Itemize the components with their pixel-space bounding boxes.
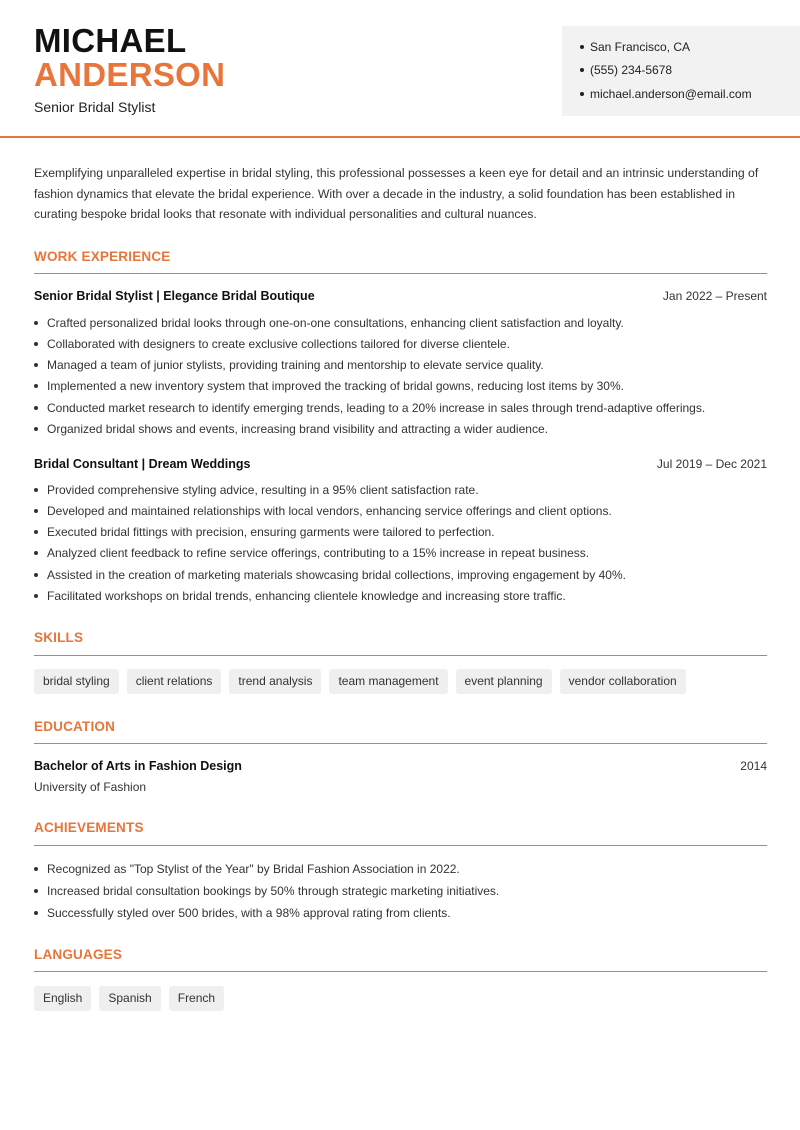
list-item-text: Increased bridal consultation bookings by 50% through strategic marketing initiatives. (47, 884, 500, 898)
list-item-text: Conducted market research to identify emerging trends, leading to a 20% increase in sales through trend-adaptive offerings. (47, 401, 706, 415)
contact-phone-text: (555) 234-5678 (590, 63, 673, 77)
job-title-heading: Senior Bridal Stylist (34, 99, 156, 115)
bullet-icon (34, 594, 38, 598)
section-title-experience: WORK EXPERIENCE (34, 249, 171, 264)
bullet-icon (34, 509, 38, 513)
list-item (34, 525, 495, 539)
education-degree: Bachelor of Arts in Fashion Design (34, 759, 242, 773)
list-item (34, 884, 499, 898)
bullet-icon (580, 45, 584, 49)
list-item-text: Recognized as "Top Stylist of the Year" by Bridal Fashion Association in 2022. (47, 862, 460, 876)
section-divider (34, 655, 767, 656)
skill-tag: event planning (456, 669, 552, 694)
section-divider (34, 743, 767, 744)
job-title: Senior Bridal Stylist | Elegance Bridal Boutique (34, 289, 315, 303)
list-item-text: Executed bridal fittings with precision, ensuring garments were tailored to perfection. (47, 525, 495, 539)
list-item (34, 358, 544, 372)
summary-paragraph: Exemplifying unparalleled expertise in bridal styling, this professional possesses a keen eye for detail and an intrinsic understanding of fashion dynamics that elevate the bridal experience. With over a decade in the industry, a solid foundation has been established in curating bespoke bridal looks that resonate with individual personalities and cultural nuances. (34, 166, 759, 221)
bullet-icon (34, 530, 38, 534)
list-item (34, 589, 566, 603)
list-item (34, 862, 460, 876)
bullet-icon (34, 488, 38, 492)
list-item-text: Crafted personalized bridal looks through one-on-one consultations, enhancing client satisfaction and loyalty. (47, 316, 624, 330)
bullet-icon (34, 406, 38, 410)
list-item (34, 568, 626, 582)
section-title-languages: LANGUAGES (34, 947, 123, 962)
bullet-icon (34, 911, 38, 915)
language-tag: English (34, 986, 91, 1011)
list-item-text: Managed a team of junior stylists, providing training and mentorship to elevate service quality. (47, 358, 544, 372)
skill-tag: vendor collaboration (560, 669, 686, 694)
bullet-icon (580, 68, 584, 72)
section-title-education: EDUCATION (34, 719, 116, 734)
job-date: Jan 2022 – Present (662, 289, 767, 303)
contact-location (580, 40, 690, 54)
list-item (34, 337, 510, 351)
contact-location-text: San Francisco, CA (590, 40, 691, 54)
list-item-text: Organized bridal shows and events, increasing brand visibility and attracting a wider audience. (47, 422, 548, 436)
education-school: University of Fashion (34, 780, 147, 794)
job-title: Bridal Consultant | Dream Weddings (34, 457, 251, 471)
contact-phone (580, 63, 672, 77)
contact-email-text[interactable]: michael.anderson@email.com (590, 87, 752, 101)
bullet-icon (580, 92, 584, 96)
list-item (34, 504, 612, 518)
first-name: MICHAEL (34, 22, 187, 59)
section-divider (34, 273, 767, 274)
bullet-icon (34, 551, 38, 555)
list-item-text: Assisted in the creation of marketing materials showcasing bridal collections, improving engagement by 40%. (47, 568, 626, 582)
list-item (34, 401, 705, 415)
list-item (34, 379, 624, 393)
bullet-icon (34, 427, 38, 431)
bullet-icon (34, 321, 38, 325)
list-item (34, 906, 451, 920)
language-tag: Spanish (99, 986, 160, 1011)
list-item (34, 546, 589, 560)
section-title-skills: SKILLS (34, 630, 84, 645)
language-tag: French (169, 986, 224, 1011)
languages-list (34, 986, 224, 1011)
contact-email[interactable] (580, 87, 752, 101)
list-item-text: Provided comprehensive styling advice, resulting in a 95% client satisfaction rate. (47, 483, 479, 497)
bullet-icon (34, 573, 38, 577)
list-item-text: Facilitated workshops on bridal trends, enhancing clientele knowledge and increasing store traffic. (47, 589, 566, 603)
bullet-icon (34, 342, 38, 346)
last-name: ANDERSON (34, 56, 226, 93)
list-item-text: Developed and maintained relationships with local vendors, enhancing service offerings and client options. (47, 504, 612, 518)
resume-header (0, 0, 800, 138)
list-item (34, 483, 479, 497)
skill-tag: trend analysis (229, 669, 321, 694)
skills-list (34, 669, 686, 694)
bullet-icon (34, 384, 38, 388)
section-divider (34, 845, 767, 846)
skill-tag: team management (329, 669, 447, 694)
list-item-text: Successfully styled over 500 brides, with a 98% approval rating from clients. (47, 906, 451, 920)
job-date: Jul 2019 – Dec 2021 (656, 457, 767, 471)
bullet-icon (34, 363, 38, 367)
list-item (34, 316, 624, 330)
list-item-text: Implemented a new inventory system that improved the tracking of bridal gowns, reducing lost items by 30%. (47, 379, 624, 393)
list-item-text: Collaborated with designers to create exclusive collections tailored for diverse clientele. (47, 337, 510, 351)
list-item (34, 422, 548, 436)
skill-tag: client relations (127, 669, 222, 694)
bullet-icon (34, 889, 38, 893)
skill-tag: bridal styling (34, 669, 119, 694)
education-year: 2014 (740, 759, 767, 773)
section-divider (34, 971, 767, 972)
section-title-achievements: ACHIEVEMENTS (34, 820, 144, 835)
list-item-text: Analyzed client feedback to refine service offerings, contributing to a 15% increase in repeat business. (47, 546, 590, 560)
contact-box (562, 26, 800, 116)
bullet-icon (34, 867, 38, 871)
